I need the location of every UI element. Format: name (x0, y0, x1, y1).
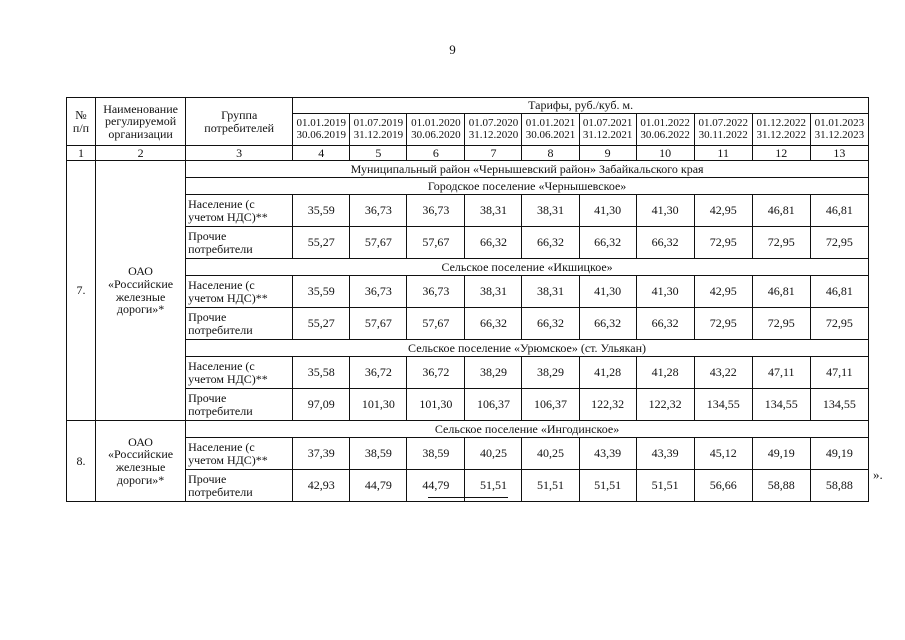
tariff-cell: 41,28 (636, 357, 694, 389)
tariff-cell: 72,95 (694, 227, 752, 259)
tariff-cell: 41,30 (636, 195, 694, 227)
tariff-cell: 36,73 (407, 195, 465, 227)
tariff-cell: 66,32 (465, 227, 522, 259)
settlement-title: Городское поселение «Чернышевское» (186, 178, 869, 195)
period-header: 01.01.2021 30.06.2021 (522, 114, 579, 146)
tariff-cell: 38,59 (407, 438, 465, 470)
period-header: 01.01.2020 30.06.2020 (407, 114, 465, 146)
tariff-cell: 41,30 (579, 195, 636, 227)
column-number: 3 (186, 146, 293, 161)
table-row (67, 195, 869, 227)
column-number: 6 (407, 146, 465, 161)
tariff-cell: 36,73 (350, 195, 407, 227)
entry-number: 8. (67, 421, 96, 502)
column-number: 5 (350, 146, 407, 161)
tariff-cell: 66,32 (522, 308, 579, 340)
page-number: 9 (449, 42, 456, 57)
tariff-cell: 122,32 (636, 389, 694, 421)
tariff-cell: 134,55 (810, 389, 868, 421)
tariff-cell: 51,51 (522, 470, 579, 502)
tariff-cell: 66,32 (522, 227, 579, 259)
tariff-cell: 49,19 (810, 438, 868, 470)
settlement-row (67, 421, 869, 438)
tariff-cell: 41,30 (636, 276, 694, 308)
tariff-cell: 51,51 (465, 470, 522, 502)
column-number: 2 (96, 146, 186, 161)
consumer-group: Прочие потребители (186, 227, 293, 259)
period-header: 01.12.2022 31.12.2022 (752, 114, 810, 146)
consumer-group: Население (с учетом НДС)** (186, 195, 293, 227)
column-number: 12 (752, 146, 810, 161)
consumer-group: Население (с учетом НДС)** (186, 438, 293, 470)
tariff-cell: 40,25 (465, 438, 522, 470)
settlement-title: Сельское поселение «Икшицкое» (186, 259, 869, 276)
tariff-cell: 57,67 (350, 308, 407, 340)
tariff-cell: 42,95 (694, 276, 752, 308)
column-number: 1 (67, 146, 96, 161)
closing-quote: ». (873, 467, 883, 482)
period-header: 01.01.2023 31.12.2023 (810, 114, 868, 146)
tariff-cell: 66,32 (465, 308, 522, 340)
tariff-cell: 101,30 (350, 389, 407, 421)
entry-number: 7. (67, 161, 96, 421)
period-header: 01.07.2020 31.12.2020 (465, 114, 522, 146)
settlement-row (67, 340, 869, 357)
tariff-cell: 56,66 (694, 470, 752, 502)
tariff-cell: 38,31 (465, 276, 522, 308)
tariff-cell: 46,81 (810, 195, 868, 227)
tariff-cell: 46,81 (810, 276, 868, 308)
tariff-cell: 55,27 (293, 227, 350, 259)
tariff-cell: 36,72 (407, 357, 465, 389)
tariff-cell: 46,81 (752, 195, 810, 227)
tariff-cell: 58,88 (810, 470, 868, 502)
tariff-cell: 38,29 (465, 357, 522, 389)
period-header: 01.07.2021 31.12.2021 (579, 114, 636, 146)
tariff-cell: 134,55 (694, 389, 752, 421)
column-number: 13 (810, 146, 868, 161)
tariff-cell: 41,28 (579, 357, 636, 389)
footnote-divider (428, 497, 508, 498)
column-number: 4 (293, 146, 350, 161)
tariff-cell: 35,59 (293, 195, 350, 227)
tariff-cell: 42,95 (694, 195, 752, 227)
tariff-cell: 72,95 (752, 308, 810, 340)
period-header: 01.01.2019 30.06.2019 (293, 114, 350, 146)
tariff-cell: 43,22 (694, 357, 752, 389)
tariff-cell: 43,39 (579, 438, 636, 470)
tariff-cell: 72,95 (810, 227, 868, 259)
tariff-cell: 72,95 (694, 308, 752, 340)
tariff-cell: 40,25 (522, 438, 579, 470)
period-header: 01.01.2022 30.06.2022 (636, 114, 694, 146)
table-row (67, 276, 869, 308)
tariff-cell: 38,31 (522, 195, 579, 227)
tariff-cell: 49,19 (752, 438, 810, 470)
tariff-cell: 72,95 (752, 227, 810, 259)
tariff-cell: 37,39 (293, 438, 350, 470)
tariff-cell: 36,72 (350, 357, 407, 389)
tariff-cell: 35,58 (293, 357, 350, 389)
consumer-group: Прочие потребители (186, 389, 293, 421)
settlement-row (67, 259, 869, 276)
tariff-cell: 72,95 (810, 308, 868, 340)
tariff-cell: 97,09 (293, 389, 350, 421)
table-row (67, 389, 869, 421)
tariff-cell: 66,32 (579, 308, 636, 340)
district-row (67, 161, 869, 178)
table-row (67, 438, 869, 470)
period-header: 01.07.2019 31.12.2019 (350, 114, 407, 146)
organization-name: ОАО «Российские железные дороги»* (96, 161, 186, 421)
settlement-title: Сельское поселение «Урюмское» (ст. Ульякан) (186, 340, 869, 357)
consumer-group: Население (с учетом НДС)** (186, 276, 293, 308)
tariffs-header: Тарифы, руб./куб. м. (293, 98, 869, 114)
tariff-cell: 35,59 (293, 276, 350, 308)
tariff-cell: 43,39 (636, 438, 694, 470)
column-number-row (67, 146, 869, 161)
column-number: 7 (465, 146, 522, 161)
tariff-cell: 36,73 (407, 276, 465, 308)
tariff-cell: 41,30 (579, 276, 636, 308)
column-number: 11 (694, 146, 752, 161)
tariff-cell: 134,55 (752, 389, 810, 421)
tariff-cell: 38,31 (465, 195, 522, 227)
header-row (67, 98, 869, 114)
tariff-cell: 66,32 (636, 308, 694, 340)
tariff-cell: 58,88 (752, 470, 810, 502)
tariff-cell: 106,37 (522, 389, 579, 421)
tariff-cell: 45,12 (694, 438, 752, 470)
group-header: Группа потребителей (186, 98, 293, 146)
num-header: № п/п (67, 98, 96, 146)
table-row (67, 357, 869, 389)
tariff-cell: 55,27 (293, 308, 350, 340)
tariff-cell: 51,51 (636, 470, 694, 502)
tariff-cell: 51,51 (579, 470, 636, 502)
tariff-cell: 122,32 (579, 389, 636, 421)
organization-name: ОАО «Российские железные дороги»* (96, 421, 186, 502)
tariff-cell: 46,81 (752, 276, 810, 308)
tariff-cell: 36,73 (350, 276, 407, 308)
table-row (67, 227, 869, 259)
tariff-cell: 38,59 (350, 438, 407, 470)
tariff-cell: 47,11 (752, 357, 810, 389)
tariff-cell: 57,67 (350, 227, 407, 259)
tariff-cell: 101,30 (407, 389, 465, 421)
tariff-cell: 57,67 (407, 227, 465, 259)
tariff-cell: 38,31 (522, 276, 579, 308)
column-number: 9 (579, 146, 636, 161)
tariff-cell: 44,79 (407, 470, 465, 502)
period-header: 01.07.2022 30.11.2022 (694, 114, 752, 146)
district-title: Муниципальный район «Чернышевский район» Забайкальского края (186, 161, 869, 178)
table-row (67, 308, 869, 340)
tariff-cell: 66,32 (579, 227, 636, 259)
column-number: 10 (636, 146, 694, 161)
column-number: 8 (522, 146, 579, 161)
tariff-table (66, 97, 869, 502)
consumer-group: Прочие потребители (186, 470, 293, 502)
consumer-group: Население (с учетом НДС)** (186, 357, 293, 389)
tariff-cell: 38,29 (522, 357, 579, 389)
tariff-cell: 44,79 (350, 470, 407, 502)
org-header: Наименование регулируемой организации (96, 98, 186, 146)
consumer-group: Прочие потребители (186, 308, 293, 340)
tariff-cell: 106,37 (465, 389, 522, 421)
settlement-title: Сельское поселение «Ингодинское» (186, 421, 869, 438)
settlement-row (67, 178, 869, 195)
tariff-cell: 42,93 (293, 470, 350, 502)
tariff-cell: 57,67 (407, 308, 465, 340)
tariff-cell: 47,11 (810, 357, 868, 389)
tariff-cell: 66,32 (636, 227, 694, 259)
